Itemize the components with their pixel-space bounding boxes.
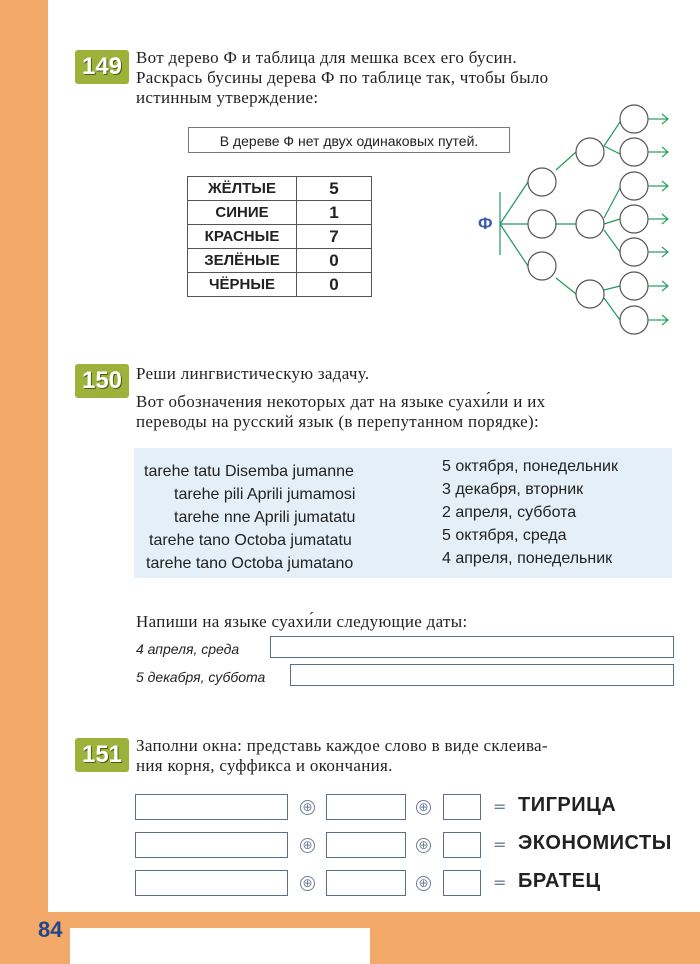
swahili-date: tarehe nne Aprili jumatatu <box>174 509 356 526</box>
plus-icon: ⊕ <box>416 838 431 853</box>
root-box[interactable] <box>135 832 288 858</box>
exercise-150-badge: 150 <box>75 364 129 398</box>
color-cell: КРАСНЫЕ <box>188 225 297 249</box>
count-cell: 0 <box>297 249 372 273</box>
color-cell: ЖЁЛТЫЕ <box>188 177 297 201</box>
statement-box: В дереве Ф нет двух одинаковых путей. <box>188 127 510 153</box>
ex151-line2: ния корня, суффикса и окончания. <box>136 756 393 775</box>
ending-box[interactable] <box>443 870 481 896</box>
page-number: 84 <box>38 917 63 942</box>
equals-sign: = <box>493 797 507 816</box>
swahili-date: tarehe tano Octoba jumatatu <box>149 532 352 549</box>
swahili-date: tarehe tatu Disemba jumanne <box>144 463 354 480</box>
word-1: ТИГРИЦА <box>518 794 617 816</box>
suffix-box[interactable] <box>326 870 406 896</box>
ex149-line1: Вот дерево Ф и таблица для мешка всех его бусин. <box>136 48 517 67</box>
ending-box[interactable] <box>443 794 481 820</box>
table-row <box>188 273 372 297</box>
tree-label: Ф <box>478 214 493 233</box>
count-cell: 7 <box>297 225 372 249</box>
russian-date: 5 октября, среда <box>442 527 567 544</box>
exercise-151-badge: 151 <box>75 738 129 772</box>
ex150-line2: Вот обозначения некоторых дат на языке суахи́ли и их <box>136 392 546 411</box>
ex150-line3: переводы на русский язык (в перепутанном порядке): <box>136 412 539 431</box>
answer-field-1[interactable] <box>270 636 674 658</box>
russian-date: 4 апреля, понедельник <box>442 550 613 567</box>
suffix-box[interactable] <box>326 794 406 820</box>
swahili-panel <box>134 448 672 578</box>
plus-icon: ⊕ <box>300 800 315 815</box>
ex150-line1: Реши лингвистическую задачу. <box>136 364 370 383</box>
color-cell: СИНИЕ <box>188 201 297 225</box>
word-2: ЭКОНОМИСТЫ <box>518 832 672 854</box>
ex150-task: Напиши на языке суахи́ли следующие даты: <box>136 612 468 631</box>
ex151-line1: Заполни окна: представь каждое слово в виде склеива- <box>136 736 548 755</box>
ending-box[interactable] <box>443 832 481 858</box>
suffix-box[interactable] <box>326 832 406 858</box>
equals-sign: = <box>493 835 507 854</box>
plus-icon: ⊕ <box>300 876 315 891</box>
count-cell: 5 <box>297 177 372 201</box>
equals-sign: = <box>493 873 507 892</box>
exercise-149-badge: 149 <box>75 50 129 84</box>
root-box[interactable] <box>135 870 288 896</box>
date2-label: 5 декабря, суббота <box>136 669 266 685</box>
plus-icon: ⊕ <box>416 800 431 815</box>
plus-icon: ⊕ <box>416 876 431 891</box>
word-3: БРАТЕЦ <box>518 870 601 892</box>
russian-date: 3 декабря, вторник <box>442 481 584 498</box>
date1-label: 4 апреля, среда <box>136 641 240 657</box>
count-cell: 1 <box>297 201 372 225</box>
ex149-line3: истинным утверждение: <box>136 88 319 107</box>
page-bottom-strip <box>70 928 370 964</box>
root-box[interactable] <box>135 794 288 820</box>
swahili-date: tarehe pili Aprili jumamosi <box>174 486 356 503</box>
count-cell: 0 <box>297 273 372 297</box>
table-row <box>188 201 372 225</box>
swahili-date: tarehe tano Octoba jumatano <box>146 555 354 572</box>
color-cell: ЗЕЛЁНЫЕ <box>188 249 297 273</box>
bead-tree <box>470 100 700 340</box>
table-row <box>188 177 372 201</box>
ex149-line2: Раскрась бусины дерева Ф по таблице так, чтобы было <box>136 68 549 87</box>
color-cell: ЧЁРНЫЕ <box>188 273 297 297</box>
plus-icon: ⊕ <box>300 838 315 853</box>
russian-date: 5 октября, понедельник <box>442 458 618 475</box>
bead-table <box>187 176 372 297</box>
table-row <box>188 225 372 249</box>
table-row <box>188 249 372 273</box>
russian-date: 2 апреля, суббота <box>442 504 577 521</box>
answer-field-2[interactable] <box>290 664 674 686</box>
